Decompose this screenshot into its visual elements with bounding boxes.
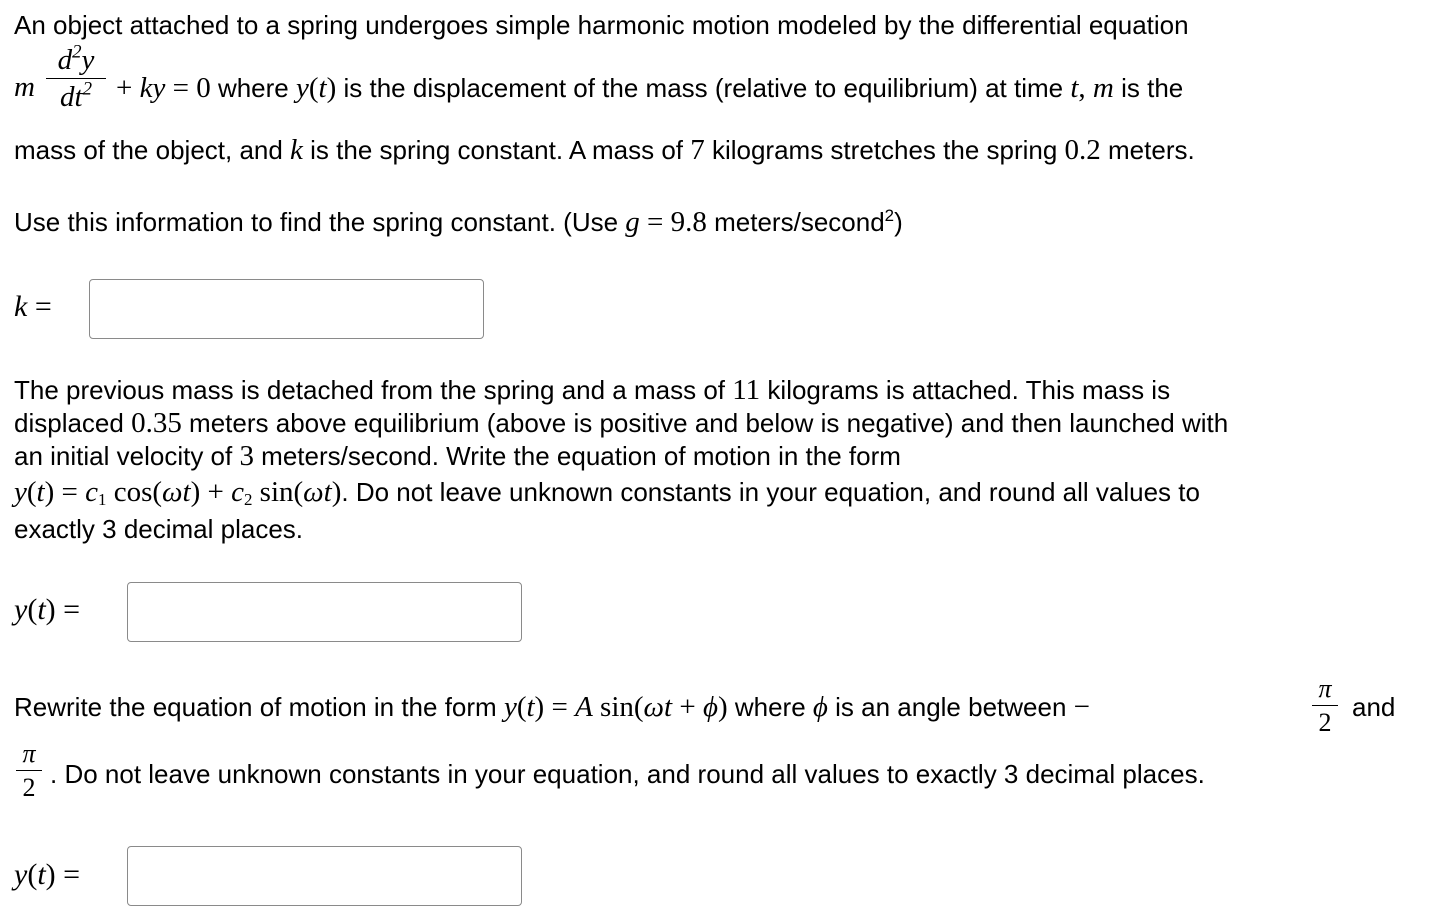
k-answer-label: k = xyxy=(14,290,52,323)
paragraph-3-line-3: an initial velocity of 3 meters/second. Write the equation of motion in the form xyxy=(14,440,901,472)
paragraph-3-line-2: displaced 0.35 meters above equilibrium (above is positive and below is negative) and then launched with xyxy=(14,407,1229,439)
where-text: where xyxy=(210,73,296,103)
mass2-value: 11 xyxy=(732,374,761,406)
y1-answer-label: y(t) = xyxy=(14,593,81,626)
paragraph-4-line-1: Rewrite the equation of motion in the form y(t) = A sin(ωt + ϕ) where ϕ is an angle between − xyxy=(14,691,1090,723)
displacement-text: is the displacement of the mass (relative to equilibrium) at time xyxy=(336,73,1071,103)
paragraph-3-line-5: exactly 3 decimal places. xyxy=(14,514,304,544)
stretch-value: 0.2 xyxy=(1064,134,1101,166)
mass-value: 7 xyxy=(690,134,705,166)
problem-line-3: mass of the object, and k is the spring constant. A mass of 7 kilograms stretches the spring 0.2 meters. xyxy=(14,134,1195,166)
paragraph-3-line-1: The previous mass is detached from the spring and a mass of 11 kilograms is attached. This mass is xyxy=(14,374,1171,406)
pi-over-2-fraction-neg: π 2 xyxy=(1312,676,1338,736)
problem-line-1: An object attached to a spring undergoes simple harmonic motion modeled by the differential equation xyxy=(14,10,1189,40)
paragraph-4-line-2: . Do not leave unknown constants in your equation, and round all values to exactly 3 decimal places. xyxy=(50,759,1205,789)
second-derivative-fraction: $d^2y$ $dt^2$ xyxy=(46,46,106,112)
g-value: 9.8 xyxy=(670,206,707,238)
y-amplitude-phase-answer-input[interactable] xyxy=(127,846,522,906)
y-cos-sin-answer-input[interactable] xyxy=(127,582,522,642)
displacement-value: 0.35 xyxy=(131,407,182,439)
paragraph-3-line-4: $y(t) = c_1$ $\cos(\omega t) + c_2$ sin(ωt). Do not leave unknown constants in your equation, and round all values to xyxy=(14,476,1200,510)
pi-over-2-fraction-pos: π 2 xyxy=(16,741,42,801)
and-text: and xyxy=(1352,692,1396,722)
velocity-value: 3 xyxy=(239,440,254,472)
is-the-text: is the xyxy=(1113,73,1184,103)
spring-constant-prompt: Use this information to find the spring constant. (Use g = 9.8 meters/second$^2$) xyxy=(14,205,903,238)
k-answer-input[interactable] xyxy=(89,279,484,339)
y2-answer-label: y(t) = xyxy=(14,858,81,891)
